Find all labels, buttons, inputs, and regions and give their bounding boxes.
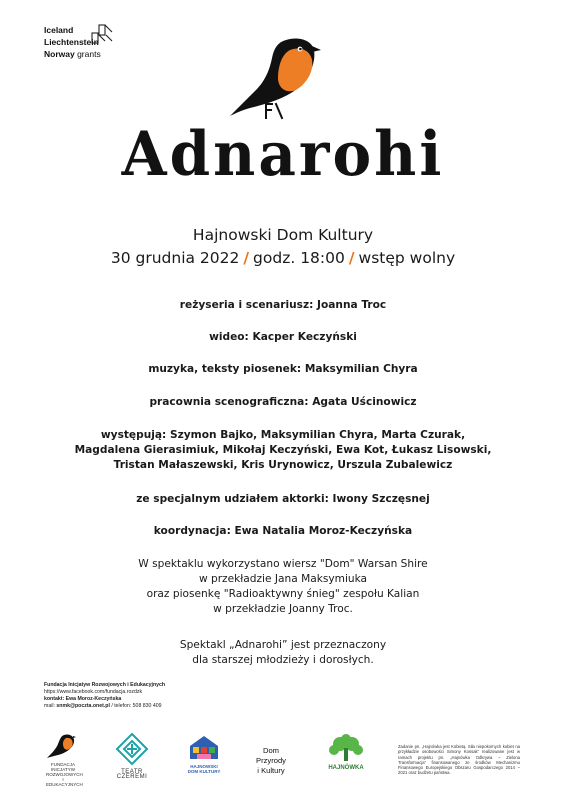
entry-info: wstęp wolny xyxy=(358,249,456,267)
credit-video xyxy=(0,330,566,345)
cast-list xyxy=(0,428,566,473)
note-audience xyxy=(0,638,566,668)
note-line: W spektaklu wykorzystano wiersz "Dom" Warsan Shire xyxy=(138,558,428,570)
separator-1: / xyxy=(243,249,250,267)
note-line: dla starszej młodzieży i dorosłych. xyxy=(192,654,374,666)
partner-logos xyxy=(0,728,566,788)
note-poem-song xyxy=(0,557,566,617)
eea-mark-icon xyxy=(91,24,113,44)
dpk-line: Dom xyxy=(262,746,280,755)
cast-line-2: Magdalena Gierasimiuk, Mikołaj Keczyński, Ewa Kot, Łukasz Lisowski, xyxy=(74,444,492,456)
fire-label: FUNDACJA INICJATYW ROZWOJOWYCH I EDUKACYJNYCH xyxy=(46,762,83,787)
hajnowka-label: HAJNÓWKA xyxy=(328,765,364,771)
teatr-czeremi-logo xyxy=(107,732,157,780)
contact-mail-label: mail: xyxy=(44,703,55,709)
cast-line-1: występują: Szymon Bajko, Maksymilian Chyra, Marta Czurak, xyxy=(100,429,466,441)
credit-value: Joanna Troc xyxy=(313,299,387,311)
funding-note: Zadanie pn. „Hajnówka jest Kobietą. Siła niepokornych kobiet na przykładzie osobowości Simony Kossak” realizowane jest w ramach projektu pn. „Hajnówka Odkrywa – Zielona Transformacja” finansowanego ze środków Mechanizmu Finansowego Europejskiego Obszaru Gospodarczego 2014 – 2021 oraz budżetu państwa. xyxy=(398,744,520,776)
teatr-ornament-icon xyxy=(107,732,157,766)
credit-label: pracownia scenograficzna: xyxy=(149,396,309,408)
coordination: koordynacja: Ewa Natalia Moroz-Keczyńska xyxy=(153,525,413,537)
date-line xyxy=(0,249,566,267)
hajnowka-logo xyxy=(320,734,372,771)
event-time: godz. 18:00 xyxy=(253,249,345,267)
credit-label: muzyka, teksty piosenek: xyxy=(148,363,302,375)
dpk-line: Przyrody xyxy=(256,756,286,765)
contact-url[interactable]: https://www.facebook.com/fundacja.rozdzk xyxy=(44,689,143,695)
note-line: oraz piosenkę "Radioaktywny śnieg" zespołu Kalian xyxy=(146,588,420,600)
credit-value: Maksymilian Chyra xyxy=(301,363,418,375)
hdk-label: HAJNOWSKI DOM KULTURY xyxy=(187,764,221,774)
credit-label: reżyseria i scenariusz: xyxy=(179,299,314,311)
eea-logo-line2: Liechtenstein xyxy=(44,37,99,47)
special-guest: ze specjalnym udziałem aktorki: Iwony Szczęsnej xyxy=(136,493,430,505)
hajnowka-leaf-icon xyxy=(320,734,372,762)
contact-person: kontakt: Ewa Moroz-Keczyńska xyxy=(44,696,122,702)
contact-org: Fundacja Inicjatyw Rozwojowych i Edukacyjnych xyxy=(44,682,166,688)
robin-bird-logo xyxy=(226,32,324,120)
event-date: 30 grudnia 2022 xyxy=(110,249,240,267)
eea-logo-line1: Iceland xyxy=(44,25,74,35)
separator-2: / xyxy=(348,249,355,267)
venue: Hajnowski Dom Kultury xyxy=(192,226,374,244)
page-title: Adnarohi xyxy=(121,118,445,190)
contact-phone: / telefon: 508 830 409 xyxy=(109,703,162,709)
contact-mail[interactable]: snmk@poczta.onet.pl xyxy=(56,703,110,709)
note-line: w przekładzie Jana Maksymiuka xyxy=(198,573,368,585)
credit-music xyxy=(0,362,566,377)
dpk-logo xyxy=(248,746,294,776)
contact-block xyxy=(44,682,165,710)
eea-grants-logo xyxy=(44,24,134,72)
dpk-line: i Kultury xyxy=(257,766,285,775)
note-line: Spektakl „Adnarohi” jest przeznaczony xyxy=(179,639,387,651)
fire-bird-icon xyxy=(46,732,76,758)
teatr-label: TEATR CZEREMI xyxy=(116,769,148,780)
hdk-house-icon xyxy=(186,734,222,760)
credit-scenography xyxy=(0,395,566,410)
credit-label: wideo: xyxy=(209,331,249,343)
eea-logo-line3-thin: grants xyxy=(74,49,101,59)
hdk-logo xyxy=(186,734,222,774)
credit-value: Agata Uścinowicz xyxy=(308,396,417,408)
fire-logo xyxy=(46,732,83,787)
cast-line-3: Tristan Małaszewski, Kris Urynowicz, Urszula Zubalewicz xyxy=(113,459,453,471)
credit-value: Kacper Keczyński xyxy=(248,331,357,343)
credit-director xyxy=(0,298,566,313)
eea-logo-line3-bold: Norway xyxy=(44,49,75,59)
note-line: w przekładzie Joanny Troc. xyxy=(213,603,353,615)
